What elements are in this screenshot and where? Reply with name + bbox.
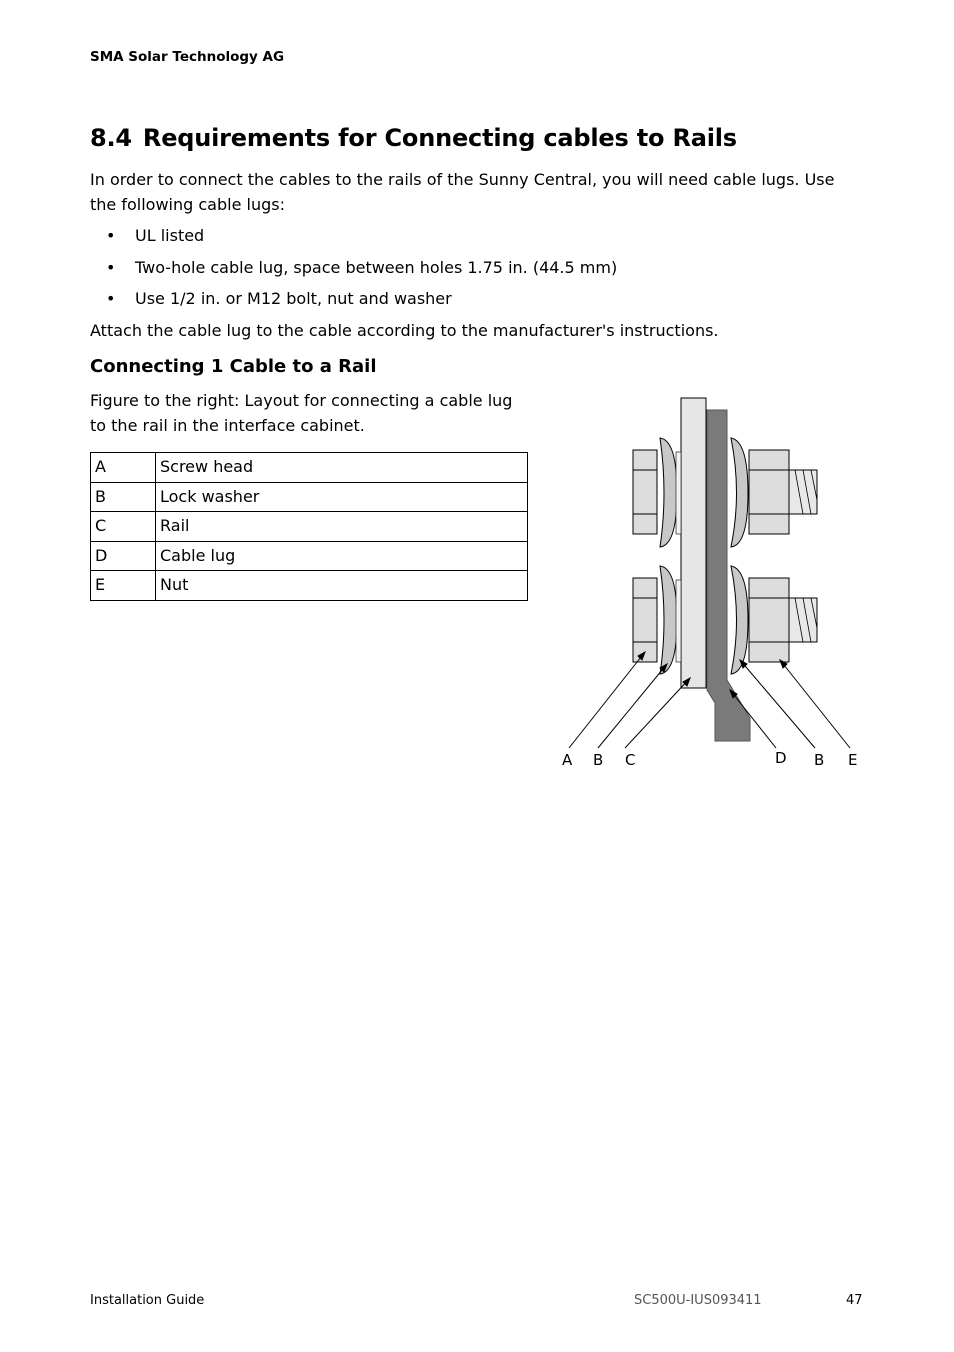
callout-label: C [625, 751, 636, 769]
legend-key: D [91, 541, 156, 571]
legend-key: E [91, 571, 156, 601]
legend-key: A [91, 453, 156, 483]
screw-head [633, 578, 657, 662]
legend-label: Cable lug [156, 541, 528, 571]
screw-head [633, 450, 657, 534]
callout-label: B [593, 751, 604, 769]
list-item: • Use 1/2 in. or M12 bolt, nut and washer [90, 286, 617, 318]
legend-label: Rail [156, 512, 528, 542]
section-title: Requirements for Connecting cables to Rails [142, 124, 737, 152]
rail [681, 398, 706, 688]
section-number: 8.4 [90, 124, 132, 152]
list-item: • UL listed [90, 223, 617, 255]
requirements-list [90, 223, 617, 318]
list-item: • Two-hole cable lug, space between holes 1.75 in. (44.5 mm) [90, 255, 617, 287]
legend-label: Nut [156, 571, 528, 601]
callout-label: D [775, 749, 787, 767]
lock-washer [731, 438, 748, 547]
callout-label: E [848, 751, 858, 769]
table-row [91, 541, 528, 571]
legend-label: Lock washer [156, 482, 528, 512]
table-row [91, 512, 528, 542]
table-row [91, 453, 528, 483]
page-number: 47 [846, 1293, 863, 1308]
table-row [91, 571, 528, 601]
nut [749, 450, 789, 534]
callout-label: A [562, 751, 573, 769]
attach-note: Attach the cable lug to the cable according to the manufacturer's instructions. [90, 321, 719, 340]
legend-label: Screw head [156, 453, 528, 483]
lock-washer [660, 566, 677, 674]
cable-lug-figure [555, 393, 875, 778]
legend-table [90, 452, 528, 601]
callout-label: B [814, 751, 825, 769]
footer-doc-id: SC500U-IUS093411 [634, 1293, 762, 1308]
intro-paragraph: In order to connect the cables to the rails of the Sunny Central, you will need cable lugs. Use the following cable lugs: [90, 170, 835, 214]
figure-caption: Figure to the right: Layout for connecting a cable lug to the rail in the interface cabinet. [90, 391, 513, 435]
nut [749, 578, 789, 662]
section-heading [90, 124, 737, 152]
subsection-title: Connecting 1 Cable to a Rail [90, 356, 377, 377]
lock-washer [731, 566, 748, 674]
legend-key: C [91, 512, 156, 542]
footer-guide-title: Installation Guide [90, 1293, 205, 1308]
table-row [91, 482, 528, 512]
legend-key: B [91, 482, 156, 512]
lock-washer [660, 438, 677, 547]
company-name: SMA Solar Technology AG [90, 49, 285, 65]
